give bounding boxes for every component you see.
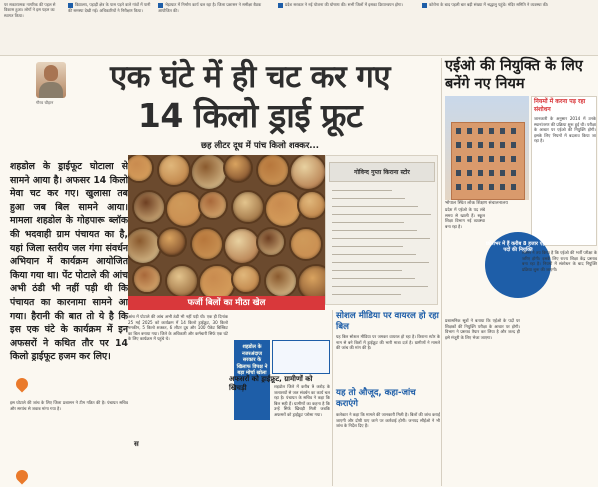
window-shape: [456, 156, 461, 162]
window-shape: [511, 142, 516, 148]
left-lower-text: इस घोटाले की जांच के लिए जिला प्रशासन ने टीम गठित की है। पंचायत सचिव और सरपंच से जवाब मांगा गया है।: [10, 400, 128, 411]
center-subheading: अफसरों को ड्राईफ्रूट, ग्रामीणों को खिचड़ी: [229, 375, 313, 392]
bullet-icon: [422, 3, 427, 8]
receipt-line: [332, 246, 403, 247]
receipt-line: [332, 254, 416, 255]
receipt-photo: [325, 155, 438, 305]
receipt-line: [332, 286, 428, 287]
inset-frame: [272, 340, 330, 374]
window-shape: [489, 142, 494, 148]
window-shape: [511, 156, 516, 162]
headline-line-2: 14 किलो ड्राई फ्रूट: [137, 96, 363, 135]
dry-fruit-bowl: [264, 190, 302, 228]
social-media-body-2: कलेक्टर ने कहा कि मामले की जानकारी मिली है। बिलों की जांच कराई जाएगी और दोषी पाए जाने पर कार्रवाई होगी। जनपद सीईओ ने भी जांच के निर्देश दिए हैं।: [336, 412, 440, 429]
dry-fruit-bowl: [190, 155, 228, 191]
window-shape: [467, 170, 472, 176]
window-shape: [500, 128, 505, 134]
strip-column: पर सकारात्मक नागरिक की पहल से विकास हुआ। लोगों ने इस पहल का स्वागत किया।: [4, 2, 56, 18]
receipt-line: [332, 198, 405, 199]
right-article-text: प्रशासनिक सूत्रों ने बताया कि एईओ के पदों पर शिक्षकों की नियुक्ति परीक्षा के आधार पर होगी। विभाग ने प्रस्ताव तैयार कर लिया है और जल्द ही इसे मंजूरी के लिए भेजा जाएगा।: [445, 318, 520, 340]
window-shape: [456, 128, 461, 134]
window-shape: [489, 170, 494, 176]
receipt-line: [332, 214, 431, 215]
column-divider: [441, 58, 442, 486]
window-shape: [467, 156, 472, 162]
window-shape: [478, 128, 483, 134]
dry-fruit-bowl: [198, 190, 228, 220]
right-article-text: प्रदेश में एईओ के पद लंबे समय से खाली हैं। स्कूल शिक्षा विभाग नई व्यवस्था बना रहा है।: [445, 207, 485, 229]
receipt-line: [332, 230, 417, 231]
social-media-heading: सोशल मीडिया पर वायरल हो रहा बिल: [336, 311, 439, 332]
headline-line-1: एक घंटे में ही चट कर गए: [109, 59, 391, 95]
lead-article-body: शहडोल के ड्राईफूट घोटाला से सामने आया है। अफसर 14 किलो मेवा चट कर गए। खुलासा तब हुआ जब बिल सामने आया। मामला शहडोल के गोहपारू ब्लॉक की भदवाही ग्राम पंचायत का है, यहां जिला स्तरीय जल गंगा संवर्धन अभियान में कार्यक्रम आयोजित किया गया था। पेंट पोटाले की आंच अभी ठंडी भी नहीं पड़ी थी कि पंचायत का कारनामा सामने आ गया। हैरानी की बात तो ये है कि इस एक घंटे के कार्यक्रम में इन अफसरों ने कथित तौर पर 14 किलो ड्राईफूट हजम कर लिए।: [10, 161, 128, 363]
receipt-line: [332, 206, 418, 207]
dry-fruit-bowl: [289, 227, 323, 261]
social-media-body: यह बिल सोशल मीडिया पर जमकर वायरल हो रहा है। किराना स्टोर के नाम से बने बिलों में ड्राईफ्रूट की भारी मात्रा दर्ज है। ग्रामीणों ने मामले की जांच की मांग की है।: [336, 334, 440, 351]
window-shape: [478, 156, 483, 162]
window-shape: [467, 184, 472, 190]
right-article-text: शासन ने तय किया है कि एईओ की भर्ती परीक्षा के जरिए होगी। इसके लिए राज्य शिक्षा केंद्र प्रस्ताव बना रहा है। नियमों में संशोधन के बाद नियुक्ति प्रक्रिया शुरू की जाएगी।: [522, 250, 597, 272]
center-column-left: आंच में पोटाले की आंच अभी ठंडी भी नहीं पड़ी थी। एक ही दिनांक 25 मई 2025 को कार्यक्रम में 14 किलो ड्राईफ्रूट, 30 किलो नमकीन, 5 किलो शक्कर, 6 लीटर दूध और 100 पैकेट बिस्किट का बिल बनाया गया। जिले के अधिकारी और कर्मचारी सिर्फ एक घंटे के लिए कार्यक्रम में पहुंचे थे।: [128, 314, 228, 342]
receipt-line: [332, 270, 402, 271]
dry-fruit-bowl: [157, 155, 191, 187]
dry-fruit-bowl: [132, 190, 166, 224]
window-shape: [511, 128, 516, 134]
window-shape: [489, 128, 494, 134]
window-shape: [511, 170, 516, 176]
dry-fruit-bowl: [157, 227, 187, 257]
strip-column: भेड़ाघाट में निर्माण कार्य चल रहा है। जिला प्रशासन ने समीक्षा बैठक आयोजित की।: [158, 2, 262, 13]
dry-fruit-bowl: [132, 264, 162, 294]
strip-column: कोरोना के बाद पहली बार बड़ी संख्या में श्रद्धालु पहुंचे। मंदिर समिति ने व्यवस्था की।: [422, 2, 594, 52]
window-shape: [456, 170, 461, 176]
reporter-name: गौरव चौहान: [36, 100, 54, 105]
location-marker-icon: [14, 376, 31, 393]
school-building-photo: [445, 96, 529, 200]
window-shape: [478, 142, 483, 148]
window-shape: [500, 142, 505, 148]
dry-fruit-bowl: [256, 155, 290, 187]
dry-fruit-bowl: [297, 190, 325, 220]
dry-fruit-bowl: [128, 155, 154, 183]
strip-column: विद्यालय, पहाड़ी क्षेत्र के पास पड़ने वाले गांवों में पानी की समस्या देखी गई। अधिकारियों ने निरीक्षण किया।: [68, 2, 151, 13]
window-shape: [500, 184, 505, 190]
receipt-line: [332, 190, 392, 191]
rules-box-heading: नियमों में करना पड़ रहा संशोधन: [534, 98, 586, 113]
receipt-line: [332, 294, 401, 295]
dry-fruit-bowl: [190, 227, 224, 261]
strip-column: प्रदेश सरकार ने नई योजना की घोषणा की। सभी जिलों में इसका क्रियान्वयन होगा।: [278, 2, 418, 52]
window-shape: [489, 156, 494, 162]
dropcap-letter: स: [134, 440, 139, 448]
highlight-circle: प्रदेशभर में हैं करीब 8 हजार एईओ पदों की नियुक्ति: [485, 232, 551, 298]
window-shape: [467, 142, 472, 148]
center-column-right: शहडोल जिले में करीब 9 करोड़ के जलाशयों से जल संवर्धन का कार्य चल रहा है। पंचायत के सचिव ने कहा कि बिल सही हैं। ग्रामीणों का कहना है कि उन्हें सिर्फ खिचड़ी मिली जबकि अफसरों को ड्राईफ्रूट परोसा गया।: [274, 384, 330, 417]
rules-box-body: जानकारी के अनुसार 2014 में उनके स्थानांतरण की प्रक्रिया शुरू हुई थी। परीक्षा के आधार पर एईओ की नियुक्ति होगी। इसके लिए नियमों में बदलाव किया जा रहा है।: [534, 116, 596, 144]
window-shape: [500, 156, 505, 162]
receipt-line: [332, 238, 430, 239]
window-shape: [456, 184, 461, 190]
window-shape: [489, 184, 494, 190]
right-headline: एईओ की नियुक्ति के लिए बनेंगे नए नियम: [445, 58, 583, 92]
window-shape: [511, 184, 516, 190]
dry-fruit-bowl: [223, 155, 253, 183]
column-divider: [332, 310, 333, 486]
dry-fruit-bowl: [289, 155, 325, 191]
window-shape: [500, 170, 505, 176]
receipt-line: [332, 222, 404, 223]
window-shape: [467, 128, 472, 134]
top-news-strip: [0, 0, 598, 56]
dry-fruits-photo: [128, 155, 325, 305]
receipt-line: [332, 278, 415, 279]
photo-label: भोपाल स्थित लोक शिक्षण संचालनालय: [445, 201, 508, 206]
main-headline: [60, 58, 440, 136]
window-shape: [478, 170, 483, 176]
dry-fruit-bowl: [264, 264, 298, 298]
dry-fruit-bowl: [256, 227, 286, 257]
dry-fruit-bowl: [231, 190, 265, 224]
window-shape: [478, 184, 483, 190]
dry-fruit-bowl: [165, 190, 203, 228]
photo-caption: फर्जी बिलों का मीठा खेल: [128, 296, 325, 310]
social-media-subheading: यह तो औजूद, कहा-जांच कराएंगे: [336, 388, 416, 409]
receipt-shop-name: गोविन्द गुप्ता किराना स्टोर: [329, 162, 435, 182]
inset-highlight-box: शहडोल के नजरअंदाज सरकार के खिलाफ विपक्ष ने बड़ा मोर्चा खोला: [234, 340, 270, 420]
receipt-line: [332, 262, 429, 263]
window-shape: [456, 142, 461, 148]
dry-fruit-bowl: [223, 227, 261, 265]
bullet-icon: [278, 3, 283, 8]
subheadline: छह लीटर दूध में पांच किलो शक्कर...: [200, 141, 319, 151]
dry-fruit-bowl: [165, 264, 199, 298]
dry-fruit-bowl: [231, 264, 261, 294]
